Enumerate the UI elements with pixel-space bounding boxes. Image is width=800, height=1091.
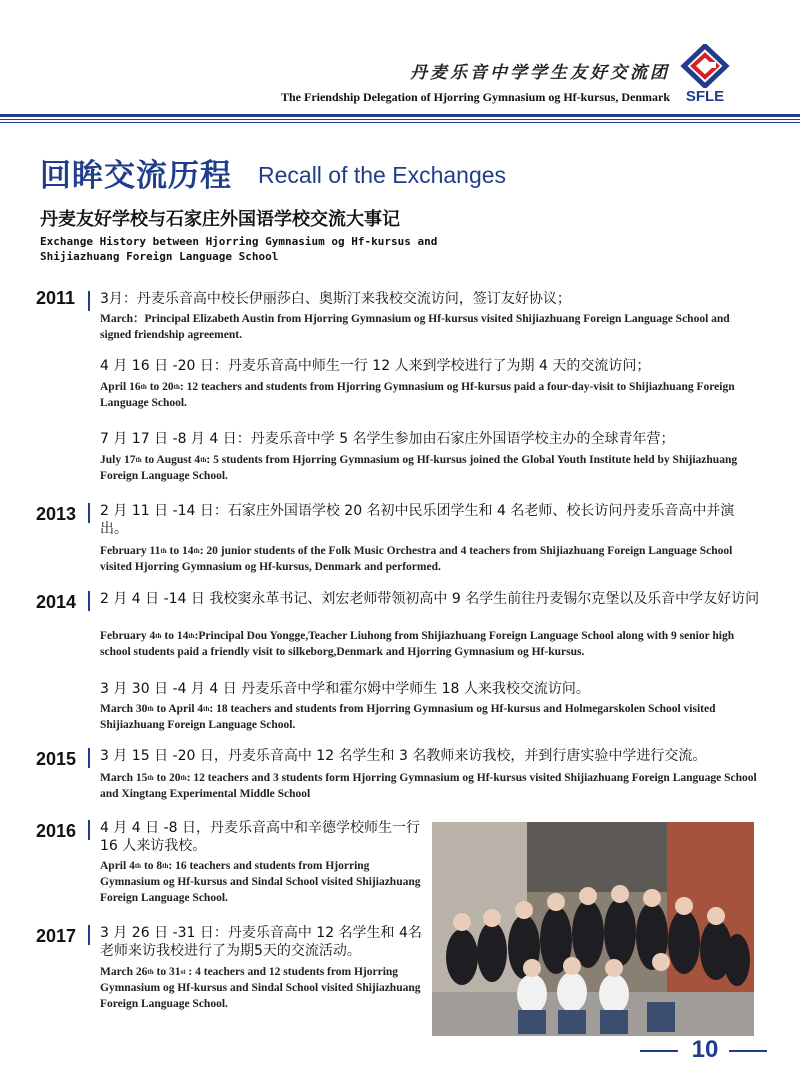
entry-en: July 17th to August 4th: 5 students from Hjorring Gymnasium og Hf-kursus joined the Global Youth Institute held by Shijiazhuang Foreign Language School. [100, 454, 738, 482]
entry-cn: 2 月 11 日 -14 日：石家庄外国语学校 20 名初中民乐团学生和 4 名老师、校长访问丹麦乐音高中并演出。 [100, 503, 735, 537]
year-bar [88, 503, 90, 523]
header-title-cn: 丹麦乐音中学学生友好交流团 [410, 63, 670, 83]
section-title-en: Recall of the Exchanges [258, 162, 507, 188]
year-bar [88, 925, 90, 945]
entry-cn: 3 月 30 日 -4 月 4 日 丹麦乐音中学和霍尔姆中学师生 18 人来我校交流访问。 [100, 681, 590, 697]
group-photo [432, 822, 754, 1036]
footer-dash-right [729, 1050, 767, 1052]
logo-text: SFLE [685, 88, 725, 105]
entry-cn: 3 月 15 日 -20 日，丹麦乐音高中 12 名学生和 3 名教师来访我校，并到行唐实验中学进行交流。 [100, 748, 707, 764]
entry-en: April 16th to 20th: 12 teachers and students from Hjorring Gymnasium og Hf-kursus paid a four-day-visit to Shijiazhuang Foreign Language School. [100, 381, 735, 409]
entry-en: February 11th to 14th: 20 junior students of the Folk Music Orchestra and 4 teachers from Shijiazhuang Foreign Language School visited Hjorring Gymnasium og Hf-kursus, Denmark and performed. [100, 545, 733, 573]
header-rule-thin [0, 119, 800, 120]
entry-en: March 26th to 31st : 4 teachers and 12 students from Hjorring Gymnasium og Hf-kursus and Sindal School visited Shijiazhuang Foreign Language School. [100, 966, 421, 1010]
entry-cn: 3 月 26 日 -31 日：丹麦乐音高中 12 名学生和 4名老师来访我校进行了为期5天的交流活动。 [100, 925, 422, 959]
logo-mark-icon [680, 44, 730, 88]
entry-en: March：Principal Elizabeth Austin from Hjorring Gymnasium og Hf-kursus visited Shijiazhuang Foreign Language School and signed friendship agreement. [100, 313, 730, 341]
year-label: 2014 [36, 592, 77, 612]
header-rule [0, 114, 800, 117]
entry-en: March 30th to April 4th: 18 teachers and students from Hjorring Gymnasium og Hf-kursus and Holmegarskolen School visited Shijiazhuang Foreign Language School. [100, 703, 716, 731]
subtitle-en: Exchange History between Hjorring Gymnasium og Hf-kursus and Shijiazhuang Foreign Language School [40, 235, 438, 263]
header-title-en: The Friendship Delegation of Hjorring Gymnasium og Hf-kursus, Denmark [280, 90, 670, 104]
entry-cn: 4 月 16 日 -20 日：丹麦乐音高中师生一行 12 人来到学校进行了为期 4 天的交流访问； [100, 358, 651, 374]
year-label: 2015 [36, 749, 77, 769]
year-label: 2016 [36, 821, 77, 841]
sfle-logo [680, 44, 730, 110]
year-label: 2017 [36, 926, 77, 946]
entry-en: March 15th to 20th: 12 teachers and 3 students form Hjorring Gymnasium og Hf-kursus visited Shijiazhuang Foreign Language School and Xingtang Experimental Middle School [100, 772, 757, 800]
page-number: 10 [691, 1036, 719, 1063]
footer-dash-left [640, 1050, 678, 1052]
year-label: 2011 [36, 288, 76, 308]
year-bar [88, 820, 90, 840]
entry-en: April 4th to 8th: 16 teachers and students from Hjorring Gymnasium og Hf-kursus and Sindal School visited Shijiazhuang Foreign Language School. [100, 860, 421, 904]
year-bar [88, 291, 90, 311]
year-bar [88, 748, 90, 768]
entry-cn: 2 月 4 日 -14 日 我校窦永革书记、刘宏老师带领初高中 9 名学生前往丹麦锡尔克堡以及乐音中学友好访问 [100, 591, 760, 607]
entry-en: February 4th to 14th:Principal Dou Yongge,Teacher Liuhong from Shijiazhuang Foreign Language School along with 9 senior high school students paid a friendly visit to silkeborg,Denmark and Hjorring Gymnasium og Hf-kursus. [100, 630, 735, 658]
header-rule-thin [0, 122, 800, 123]
subtitle-cn: 丹麦友好学校与石家庄外国语学校交流大事记 [40, 209, 400, 230]
year-bar [88, 591, 90, 611]
year-label: 2013 [36, 504, 77, 524]
section-title-cn: 回眸交流历程 [40, 158, 232, 194]
entry-cn: 7 月 17 日 -8 月 4 日：丹麦乐音中学 5 名学生参加由石家庄外国语学校主办的全球青年营； [100, 431, 675, 447]
entry-cn: 4 月 4 日 -8 日，丹麦乐音高中和辛德学校师生一行 16 人来访我校。 [100, 820, 421, 854]
entry-cn: 3月：丹麦乐音高中校长伊丽莎白、奥斯汀来我校交流访问，签订友好协议； [100, 291, 571, 307]
